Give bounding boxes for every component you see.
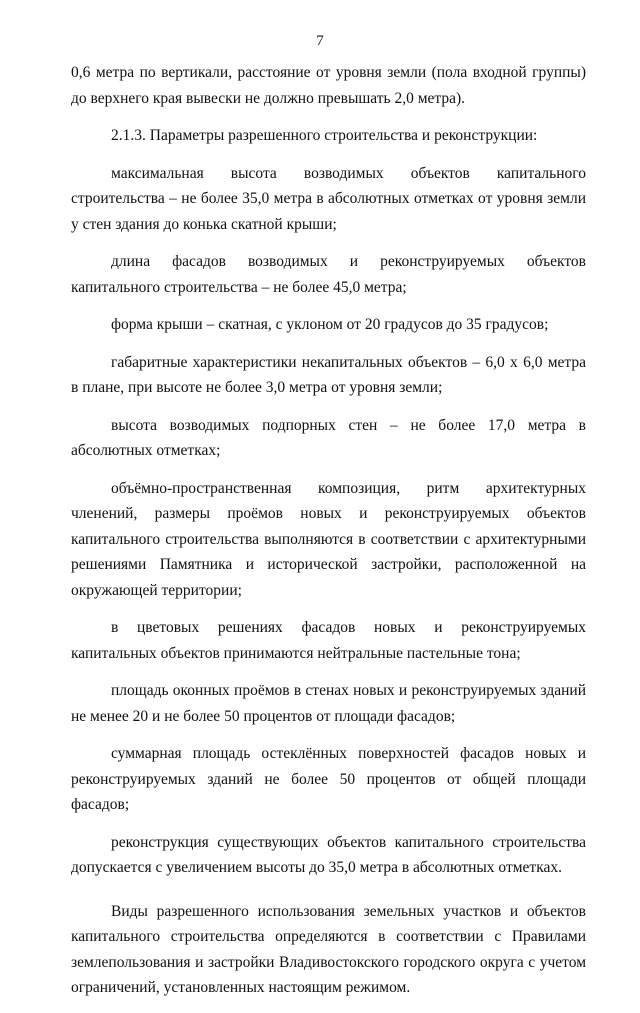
document-body xyxy=(71,60,586,1013)
paragraph-continuation: 0,6 метра по вертикали, расстояние от уровня земли (пола входной группы) до верхнего края вывески не должно превышать 2,0 метра). xyxy=(71,64,586,107)
paragraph-composition: объёмно-пространственная композиция, ритм архитектурных членений, размеры проёмов новых и реконструируемых объектов капитального строительства выполняются в соответствии с архитектурными решениями Памятника и исторической застройки, расположенной на окружающей территории; xyxy=(71,479,586,599)
paragraph-non-capital-dimensions: габаритные характеристики некапитальных объектов – 6,0 х 6,0 метра в плане, при высоте не более 3,0 метра от уровня земли; xyxy=(71,353,586,396)
section-heading-2-1-3: 2.1.3. Параметры разрешенного строительства и реконструкции: xyxy=(111,127,538,144)
paragraph-max-height: максимальная высота возводимых объектов капитального строительства – не более 35,0 метра в абсолютных отметках от уровня земли у стен здания до конька скатной крыши; xyxy=(71,164,586,233)
paragraph-reconstruction: реконструкция существующих объектов капитального строительства допускается с увеличением высоты до 35,0 метра в абсолютных отметках. xyxy=(71,833,586,876)
paragraph-color-solutions: в цветовых решениях фасадов новых и реконструируемых капитальных объектов принимаются нейтральные пастельные тона; xyxy=(71,619,586,662)
paragraph-roof-shape: форма крыши – скатная, с уклоном от 20 градусов до 35 градусов; xyxy=(111,316,549,333)
paragraph-facade-length: длина фасадов возводимых и реконструируемых объектов капитального строительства – не более 45,0 метра; xyxy=(71,253,586,296)
paragraph-glazed-area: суммарная площадь остеклённых поверхностей фасадов новых и реконструируемых зданий не более 50 процентов от общей площади фасадов; xyxy=(71,745,586,813)
paragraph-window-area: площадь оконных проёмов в стенах новых и реконструируемых зданий не менее 20 и не более 50 процентов от площади фасадов; xyxy=(71,682,586,725)
page-number: 7 xyxy=(316,33,324,49)
paragraph-retaining-walls: высота возводимых подпорных стен – не более 17,0 метра в абсолютных отметках; xyxy=(71,416,586,459)
paragraph-permitted-use: Виды разрешенного использования земельных участков и объектов капитального строительства определяются в соответствии с Правилами землепользования и застройки Владивостокского городского округа с учетом ограничений, установленных настоящим режимом. xyxy=(71,902,586,996)
